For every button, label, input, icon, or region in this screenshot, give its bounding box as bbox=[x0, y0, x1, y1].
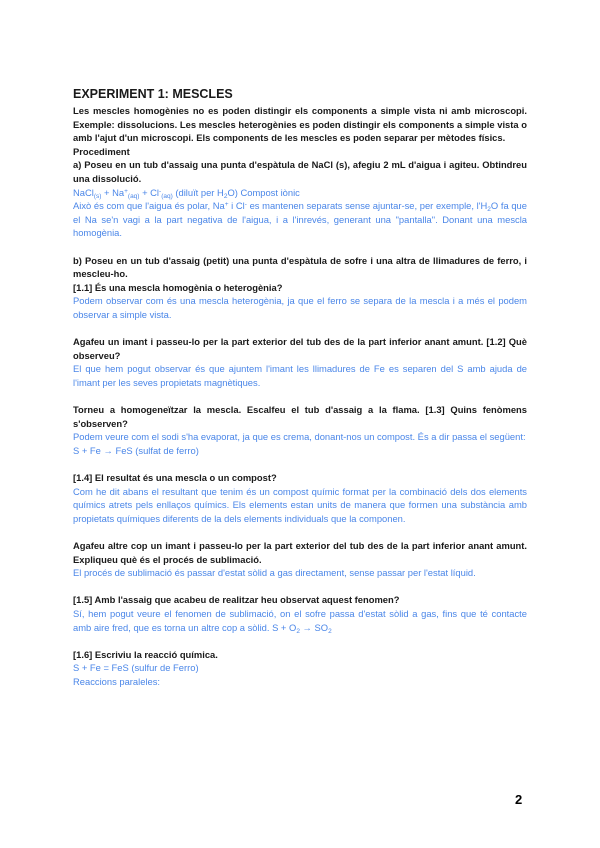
formula-a: NaCl$_{(s)}$ + $Na^+_{(aq)} + Cl^-_{(aq)}$ (diluït per $H_2O$) Compost iònic bbox=[73, 186, 300, 200]
answer-1-6-parallel: Reaccions paraleles: bbox=[73, 675, 161, 687]
sublimation-answer: El procés de sublimació és passar d'estat sòlid a gas directament, sense passar per l'estat líquid. bbox=[73, 567, 476, 579]
page-number: 2 bbox=[515, 792, 523, 807]
page-title: EXPERIMENT 1: MESCLES bbox=[73, 87, 233, 101]
procedure-heading: Procediment bbox=[73, 145, 130, 157]
question-1-3: Torneu a homogeneïtzar la mescla. Escalfeu el tub d'assaig a la flama. [1.3] Quins fenòmens s'observen? bbox=[73, 404, 527, 429]
step-b: b) Poseu en un tub d'assaig (petit) una punta d'espàtula de sofre i una altra de llimadures de ferro, i mescleu-ho. bbox=[73, 254, 527, 280]
answer-1-4: Com he dit abans el resultant que tenim és un compost químic format per la combinació dels dos elements químics atrets pels enllaços químics. Els elements estan units de manera que formen una substància amb propietats químiques diferents de la dels elements individuals que la componen. bbox=[73, 485, 527, 524]
answer-1-2: El que hem pogut observar és que ajuntem l'imant les llimadures de Fe es separen del S amb ajuda de l'imant per les seves propietats magnètiques. bbox=[73, 363, 527, 388]
answer-1-3: Podem veure com el sodi s'ha evaporat, ja que es crema, donant-nos un compost. És a dir passa el següent: bbox=[73, 431, 526, 443]
question-1-2: Agafeu un imant i passeu-lo per la part exterior del tub des de la part inferior anant amunt. [1.2] Què observeu? bbox=[73, 336, 527, 361]
sublimation-instruction: Agafeu altre cop un imant i passeu-lo per la part exterior del tub des de la part inferior anant amunt. Expliqueu què és el procés de sublimació. bbox=[73, 540, 527, 565]
step-a: a) Poseu en un tub d'assaig una punta d'espàtula de NaCl (s), afegiu 2 mL d'aigua i agiteu. Obtindreu una dissolució. bbox=[73, 159, 527, 184]
question-1-1: [1.1] És una mescla homogènia o heterogènia? bbox=[73, 281, 283, 293]
question-1-6: [1.6] Escriviu la reacció química. bbox=[73, 648, 218, 660]
answer-1-5: Sí, hem pogut veure el fenomen de sublimació, on el sofre passa d'estat sòlid a gas, fins que té contacte amb aire fred, que es torna un altre cop a sòlid. $S + O_2 \to SO_2$ bbox=[73, 607, 527, 635]
question-1-4: [1.4] El resultat és una mescla o un compost? bbox=[73, 472, 277, 484]
question-1-5: [1.5] Amb l'assaig que acabeu de realitzar heu observat aquest fenomen? bbox=[73, 594, 400, 606]
answer-1-3-formula: S + Fe → FeS (sulfat de ferro) bbox=[73, 444, 199, 456]
answer-1-1: Podem observar com és una mescla heterogènia, ja que el ferro se separa de la mescla i a més el podem observar a simple vista. bbox=[73, 295, 527, 320]
answer-1-6-reaction: S + Fe = FeS (sulfur de Ferro) bbox=[73, 662, 199, 674]
intro-paragraph: Les mescles homogènies no es poden distingir els components a simple vista ni amb microscopi. Exemple: dissolucions. Les mescles heterogènies es poden distingir els components a simple vista o amb l'ajut d'un microscopi. Els components de les mescles es poden separar per mètodes físics. bbox=[73, 105, 527, 144]
answer-a: Això és com que l'aigua és polar, Na+ i Cl- es mantenen separats sense ajuntar-se, per exemple, $l'H_2O$ fa que el Na se'n vagi a la part negativa de l'aigua, i a l'inrevés, generant una "pantalla". Donant una mescla homogènia. bbox=[73, 200, 527, 239]
document-page bbox=[73, 86, 527, 689]
